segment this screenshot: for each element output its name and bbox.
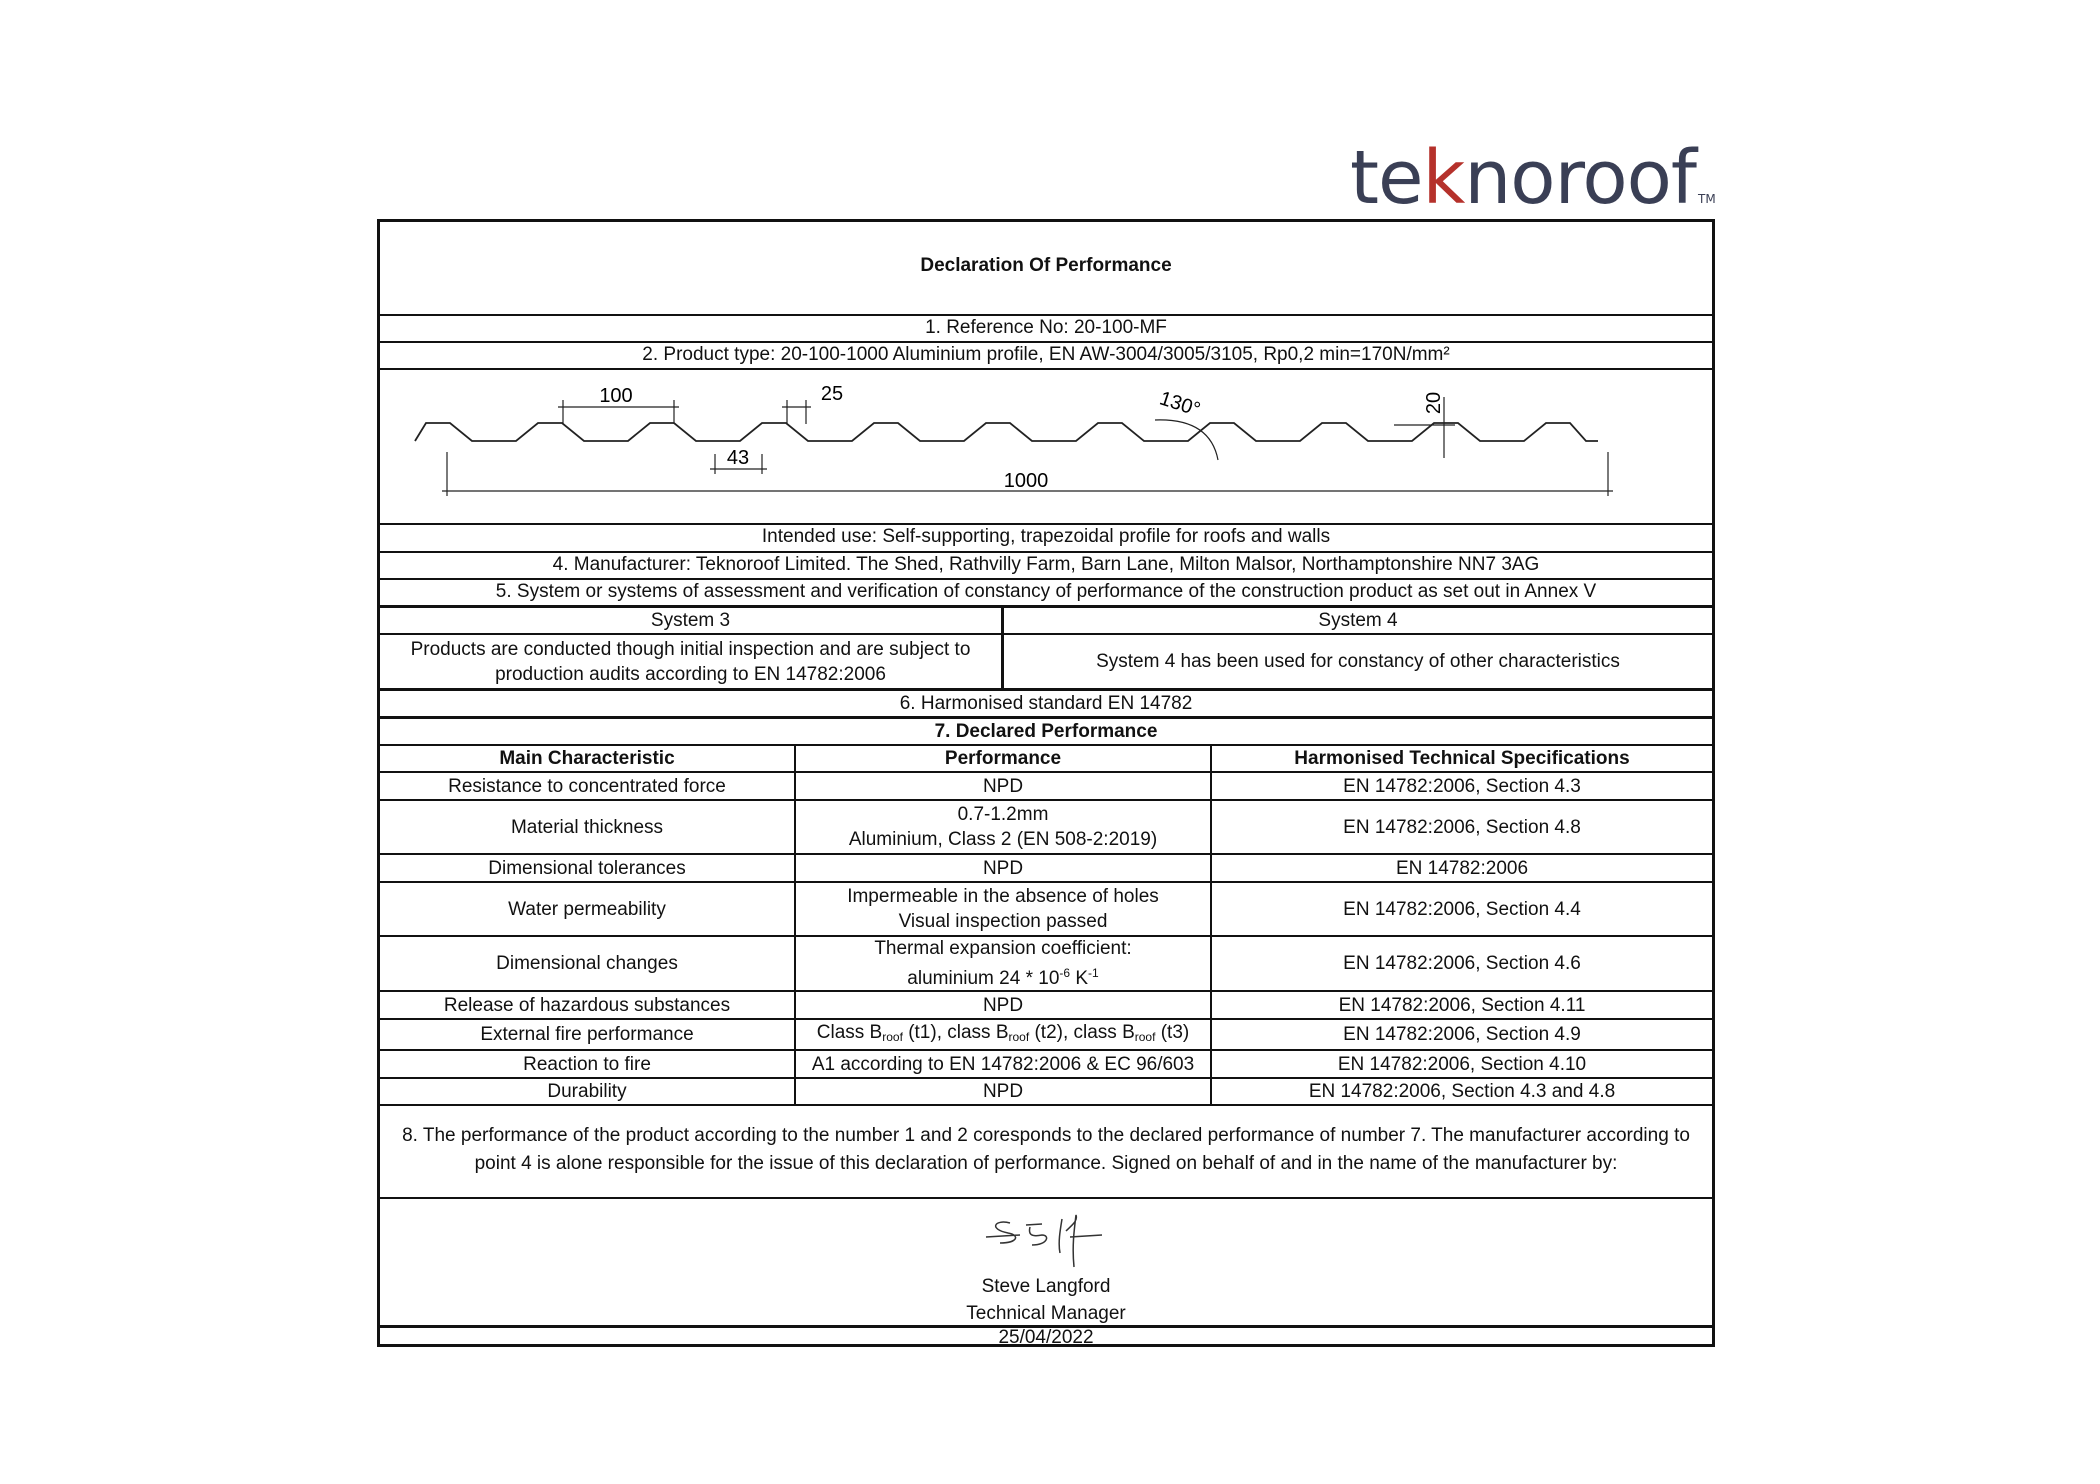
characteristic-cell: External fire performance xyxy=(380,1020,796,1049)
table-header-row xyxy=(380,744,1712,771)
specification-cell: EN 14782:2006, Section 4.9 xyxy=(1343,1024,1581,1045)
specification-cell: EN 14782:2006 xyxy=(1395,857,1529,879)
declaration-statement: 8. The performance of the product according to the number 1 and 2 coresponds to the declared performance of number 7. The manufacturer according to point 4 is alone responsible for the issue of this declaration of performance. Signed on behalf of and in the name of the manufacturer by: xyxy=(402,1125,1690,1174)
declared-performance-heading: 7. Declared Performance xyxy=(934,721,1158,742)
systems-title-row xyxy=(380,605,1712,633)
manufacturer-row xyxy=(380,551,1712,578)
header-specifications: Harmonised Technical Specifications xyxy=(1294,748,1630,769)
specification-cell: EN 14782:2006, Section 4.11 xyxy=(1338,994,1586,1016)
characteristic-cell: Water permeability xyxy=(380,883,796,935)
performance-cell: 0.7-1.2mm Aluminium, Class 2 (EN 508-2:2019) xyxy=(796,801,1212,853)
product-type: 2. Product type: 20-100-1000 Aluminium profile, EN AW-3004/3005/3105, Rp0,2 min=170N/mm² xyxy=(642,344,1450,365)
reference-number: 1. Reference No: 20-100-MF xyxy=(925,317,1167,338)
profile-outline xyxy=(415,423,1598,441)
declared-heading-row xyxy=(380,716,1712,744)
trapezoidal-profile-drawing xyxy=(380,370,1712,520)
systems-text-row xyxy=(380,633,1712,688)
table-row xyxy=(380,881,1712,935)
table-row xyxy=(380,771,1712,799)
dim-angle: 130° xyxy=(1156,387,1203,422)
title-row xyxy=(380,222,1712,314)
table-row xyxy=(380,1077,1712,1104)
reference-row xyxy=(380,314,1712,341)
specification-cell: EN 14782:2006, Section 4.3 and 4.8 xyxy=(1308,1081,1616,1102)
specification-cell: EN 14782:2006, Section 4.8 xyxy=(1343,816,1581,838)
system-4-description: System 4 has been used for constancy of other characteristics xyxy=(1096,651,1620,672)
performance-cell: NPD xyxy=(796,773,1212,799)
product-type-row xyxy=(380,341,1712,368)
dim-height: 20 xyxy=(1423,391,1445,415)
statement-row xyxy=(380,1104,1712,1197)
specification-cell: EN 14782:2006, Section 4.6 xyxy=(1343,953,1581,974)
systems-heading-row xyxy=(380,578,1712,605)
performance-cell: A1 according to EN 14782:2006 & EC 96/603 xyxy=(796,1051,1212,1077)
table-row xyxy=(380,935,1712,990)
document-title: Declaration Of Performance xyxy=(920,255,1172,276)
table-row xyxy=(380,799,1712,853)
teknoroof-logo: teknoroof TM xyxy=(1350,135,1716,221)
signature-row xyxy=(380,1197,1712,1325)
manufacturer: 4. Manufacturer: Teknoroof Limited. The Shed, Rathvilly Farm, Barn Lane, Milton Malsor, Northamptonshire NN7 3AG xyxy=(552,554,1540,575)
table-row xyxy=(380,853,1712,881)
dim-cover-width: 1000 xyxy=(1003,470,1049,492)
specification-cell: EN 14782:2006, Section 4.4 xyxy=(1343,898,1581,920)
performance-cell: Thermal expansion coefficient: aluminium $24 * 10^{-6}$ $K^{-1}$ xyxy=(796,937,1212,990)
intended-use: Intended use: Self-supporting, trapezoidal profile for roofs and walls xyxy=(761,526,1331,547)
characteristic-cell: Resistance to concentrated force xyxy=(380,773,796,799)
declaration-frame xyxy=(377,219,1715,1347)
signature-date: 25/04/2022 xyxy=(998,1327,1094,1348)
signatory-name: Steve Langford xyxy=(981,1276,1111,1297)
dim-trough: 43 xyxy=(726,447,750,469)
intended-use-row xyxy=(380,523,1712,551)
characteristic-cell: Dimensional changes xyxy=(380,937,796,990)
signatory-block xyxy=(380,1273,1712,1327)
system-3-description: Products are conducted though initial inspection and are subject to production audits according to EN 14782:2006 xyxy=(380,635,1004,688)
system-4-title: System 4 xyxy=(1318,610,1398,631)
table-row xyxy=(380,1049,1712,1077)
specification-cell: EN 14782:2006, Section 4.3 xyxy=(1343,775,1581,797)
date-row xyxy=(380,1325,1712,1347)
performance-cell: NPD xyxy=(796,992,1212,1018)
performance-cell: NPD xyxy=(796,1079,1212,1104)
characteristic-cell: Material thickness xyxy=(380,801,796,853)
dim-crest: 25 xyxy=(820,383,844,405)
characteristic-cell: Release of hazardous substances xyxy=(380,992,796,1018)
profile-drawing-row xyxy=(380,368,1712,523)
header-main-characteristic: Main Characteristic xyxy=(380,746,796,771)
signatory-role: Technical Manager xyxy=(966,1303,1126,1324)
specification-cell: EN 14782:2006, Section 4.10 xyxy=(1337,1053,1587,1075)
table-row xyxy=(380,990,1712,1018)
characteristic-cell: Dimensional tolerances xyxy=(380,855,796,881)
system-3-title: System 3 xyxy=(380,608,1004,633)
table-row xyxy=(380,1018,1712,1049)
harmonised-row xyxy=(380,688,1712,716)
dim-pitch: 100 xyxy=(599,385,633,407)
characteristic-cell: Durability xyxy=(380,1079,796,1104)
harmonised-standard: 6. Harmonised standard EN 14782 xyxy=(899,693,1193,714)
header-performance: Performance xyxy=(796,746,1212,771)
handwritten-signature xyxy=(980,1211,1120,1281)
performance-cell: Class $B_{roof}$ (t1), class $B_{roof}$ (t2), class $B_{roof}$ (t3) xyxy=(796,1020,1212,1049)
performance-cell: NPD xyxy=(796,855,1212,881)
performance-cell: Impermeable in the absence of holes Visual inspection passed xyxy=(796,883,1212,935)
systems-heading: 5. System or systems of assessment and verification of constancy of performance of the construction product as set out in Annex V xyxy=(495,581,1597,602)
characteristic-cell: Reaction to fire xyxy=(380,1051,796,1077)
